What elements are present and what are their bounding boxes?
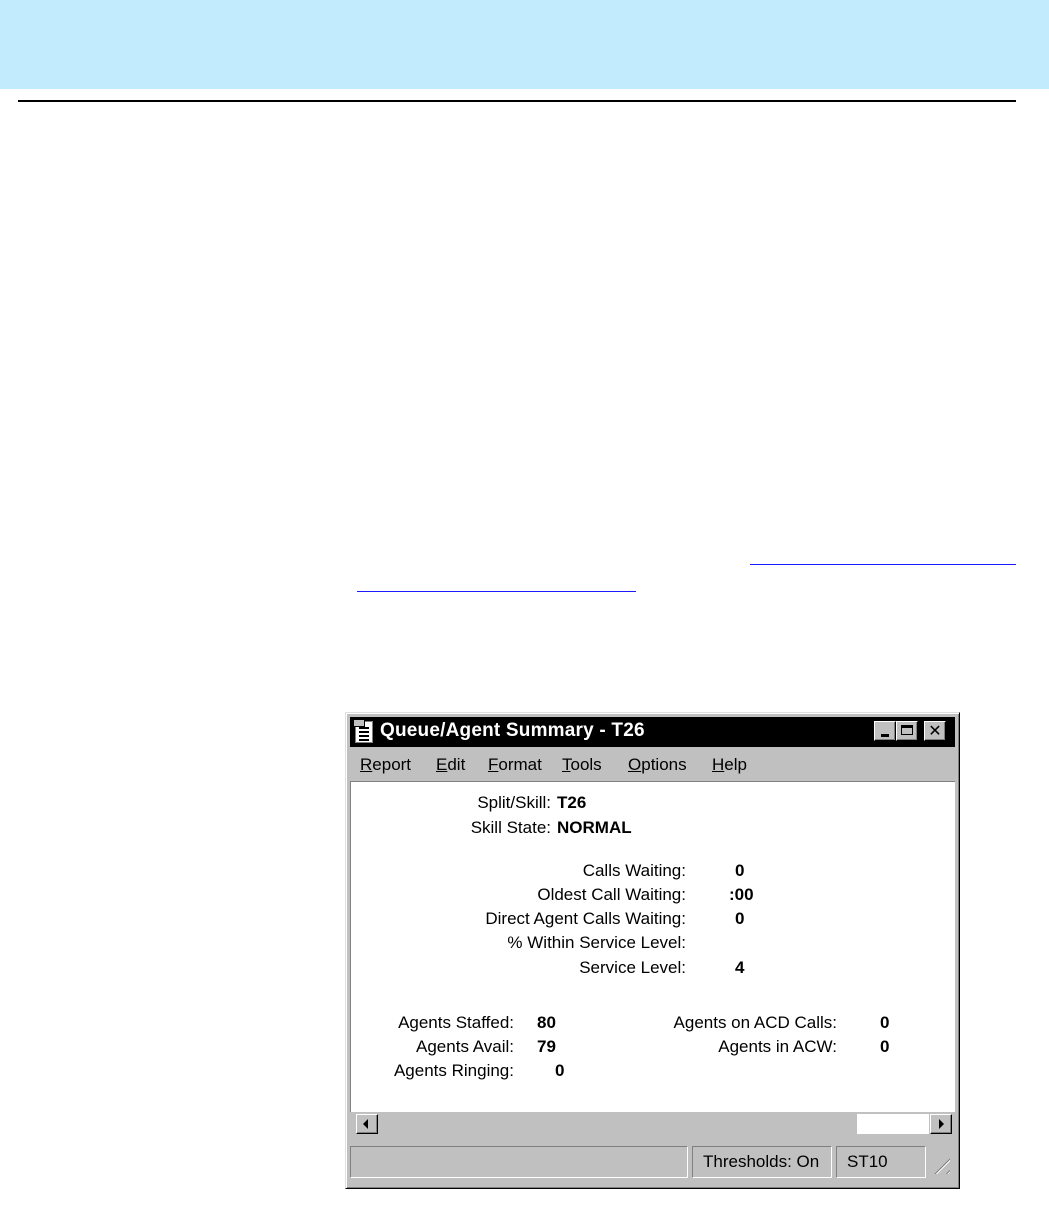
scroll-right-button[interactable] <box>930 1114 952 1134</box>
minimize-button[interactable] <box>874 721 896 741</box>
minimize-icon <box>881 734 889 737</box>
menu-bar <box>350 751 955 779</box>
close-button[interactable] <box>924 721 946 741</box>
report-document-icon[interactable] <box>355 721 373 743</box>
split-skill-value: T26 <box>557 793 587 812</box>
agents-acw-value: 0 <box>880 1037 890 1056</box>
oldest-call-label: Oldest Call Waiting: <box>537 885 686 904</box>
status-thresholds: Thresholds: On <box>692 1146 832 1178</box>
hyperlink-underline-1[interactable] <box>750 564 1016 565</box>
skill-state-label: Skill State: <box>470 818 551 837</box>
menu-tools[interactable]: Tools <box>562 755 602 774</box>
status-panel-empty <box>350 1146 688 1178</box>
status-bar <box>350 1142 955 1182</box>
skill-state-value: NORMAL <box>557 818 632 837</box>
report-area <box>350 781 955 1112</box>
direct-agent-calls-value: 0 <box>735 909 745 928</box>
agents-staffed-label: Agents Staffed: <box>398 1013 514 1032</box>
service-level-value: 4 <box>735 958 745 977</box>
document-header-rule <box>18 100 1016 102</box>
agents-ringing-value: 0 <box>555 1061 565 1080</box>
split-skill-label: Split/Skill: <box>477 793 551 812</box>
calls-waiting-label: Calls Waiting: <box>582 861 686 880</box>
window-title: Queue/Agent Summary - T26 <box>380 720 645 741</box>
right-arrow-icon <box>939 1119 944 1129</box>
agents-avail-label: Agents Avail: <box>416 1037 514 1056</box>
resize-grip-icon[interactable] <box>928 1152 950 1174</box>
menu-report[interactable]: Report <box>360 755 412 774</box>
left-arrow-icon <box>363 1119 368 1129</box>
scroll-left-button[interactable] <box>356 1114 378 1134</box>
agents-avail-value: 79 <box>537 1037 556 1056</box>
queue-agent-summary-window <box>345 712 960 1189</box>
agents-acw-label: Agents in ACW: <box>718 1037 837 1056</box>
document-header-band <box>0 0 1049 89</box>
menu-edit[interactable]: Edit <box>436 755 466 774</box>
horizontal-scrollbar[interactable] <box>352 1112 955 1136</box>
close-icon: ✕ <box>928 721 942 740</box>
title-bar[interactable] <box>350 717 955 747</box>
scroll-track[interactable] <box>380 1114 856 1134</box>
maximize-button[interactable] <box>896 721 918 741</box>
oldest-call-value: :00 <box>729 885 754 904</box>
within-service-level-label: % Within Service Level: <box>507 933 686 952</box>
service-level-label: Service Level: <box>579 958 686 977</box>
direct-agent-calls-label: Direct Agent Calls Waiting: <box>485 909 686 928</box>
calls-waiting-value: 0 <box>735 861 745 880</box>
scroll-thumb[interactable] <box>857 1114 929 1134</box>
menu-format[interactable]: Format <box>488 755 542 774</box>
hyperlink-underline-2[interactable] <box>357 591 636 592</box>
agents-acd-calls-label: Agents on ACD Calls: <box>673 1013 837 1032</box>
status-station: ST10 <box>836 1146 926 1178</box>
agents-ringing-label: Agents Ringing: <box>393 1061 514 1080</box>
maximize-icon <box>901 725 913 735</box>
agents-acd-calls-value: 0 <box>880 1013 890 1032</box>
menu-options[interactable]: Options <box>628 755 687 774</box>
agents-staffed-value: 80 <box>537 1013 556 1032</box>
menu-help[interactable]: Help <box>712 755 747 774</box>
